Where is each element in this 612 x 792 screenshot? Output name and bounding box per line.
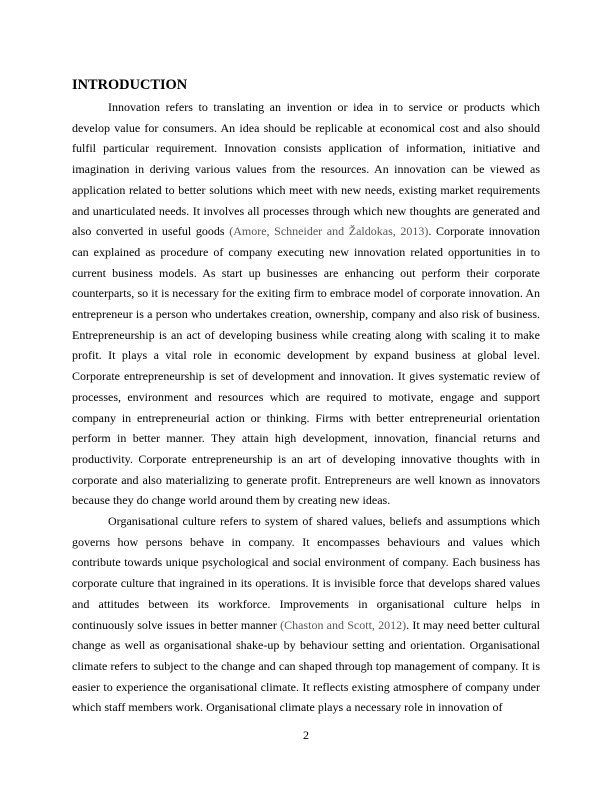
citation-chaston-2012: (Chaston and Scott, 2012) bbox=[280, 617, 407, 632]
paragraph-2-text-b: . It may need better cultural change as well as organisational shake-up by behaviour setting and orientation. Organisational climate refers to subject to the change and can shaped through top management of company. It is easier to experience the organisational climate. It reflects existing atmosphere of company under which staff members work. Organisational climate plays a necessary role in innovation of bbox=[72, 617, 541, 715]
paragraph-innovation bbox=[72, 97, 540, 511]
paragraph-1-text-b: . Corporate innovation can explained as procedure of company executing new innovation related opportunities in to current business models. As start up businesses are enhancing out perform their corporate counterparts, so it is necessary for the exiting firm to embrace model of corporate innovation. An entrepreneur is a person who undertakes creation, ownership, company and also risk of business. Entrepreneurship is an act of developing business while creating along with scaling it to make profit. It plays a vital role in economic development by expand business at global level. Corporate entrepreneurship is set of development and innovation. It gives systematic review of processes, environment and resources which are required to motivate, engage and support company in entrepreneurial action or thinking. Firms with better entrepreneurial orientation perform in better manner. They attain high development, innovation, financial returns and productivity. Corporate entrepreneurship is an art of developing innovative thoughts with in corporate and also materializing to generate profit. Entrepreneurs are well known as innovators because they do change world around them by creating new ideas. bbox=[72, 224, 541, 508]
paragraph-2-text-a: Organisational culture refers to system of shared values, beliefs and assumptions which governs how persons behave in company. It encompasses behaviours and values which contribute towards unique psychological and social environment of company. Each business has corporate culture that ingrained in its operations. It is invisible force that develops shared values and attitudes between its workforce. Improvements in organisational culture helps in continuously solve issues in better manner bbox=[72, 514, 540, 632]
paragraph-organisational-culture bbox=[72, 511, 540, 718]
page-number: 2 bbox=[303, 728, 309, 742]
body-text bbox=[72, 97, 540, 718]
paragraph-1-text-a: Innovation refers to translating an invention or idea in to service or products which develop value for consumers. An idea should be replicable at economical cost and also should fulfil particular requirement. Innovation consists application of information, initiative and imagination in deriving various values from the resources. An innovation can be viewed as application related to better solutions which meet with new needs, existing market requirements and unarticulated needs. It involves all processes through which new thoughts are generated and also converted in useful goods bbox=[72, 100, 540, 239]
citation-amore-2013: (Amore, Schneider and Žaldokas, 2013) bbox=[229, 224, 429, 239]
section-heading: INTRODUCTION bbox=[72, 77, 188, 93]
